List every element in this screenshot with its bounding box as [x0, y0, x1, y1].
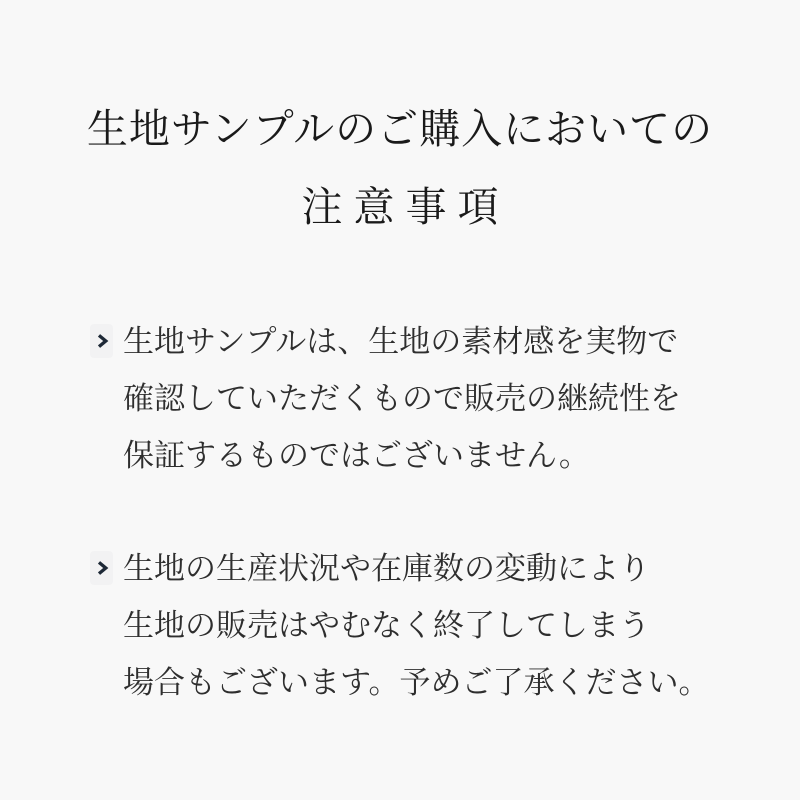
notes-list: [90, 313, 740, 711]
note-text-line: 場合もございます。予めご了承ください。: [123, 665, 710, 700]
page-title-line2: 注意事項: [301, 184, 510, 230]
chevron-right-icon: [90, 324, 113, 358]
note-text-line: 確認していただくもので販売の継続性を: [123, 381, 681, 416]
note-text-line: 生地の販売はやむなく終了してしまう: [123, 608, 650, 643]
note-text: [123, 540, 710, 711]
note-text-line: 生地の生産状況や在庫数の変動により: [123, 551, 650, 586]
note-text-line: 保証するものではございません。: [123, 438, 590, 473]
note-text-line: 生地サンプルは、生地の素材感を実物で: [123, 324, 679, 359]
page-title: [0, 0, 800, 246]
list-item: [90, 540, 740, 711]
note-text: [123, 313, 681, 484]
page-title-line1: 生地サンプルのご購入においての: [86, 106, 714, 152]
list-item: [90, 313, 740, 484]
chevron-right-icon: [90, 551, 113, 585]
